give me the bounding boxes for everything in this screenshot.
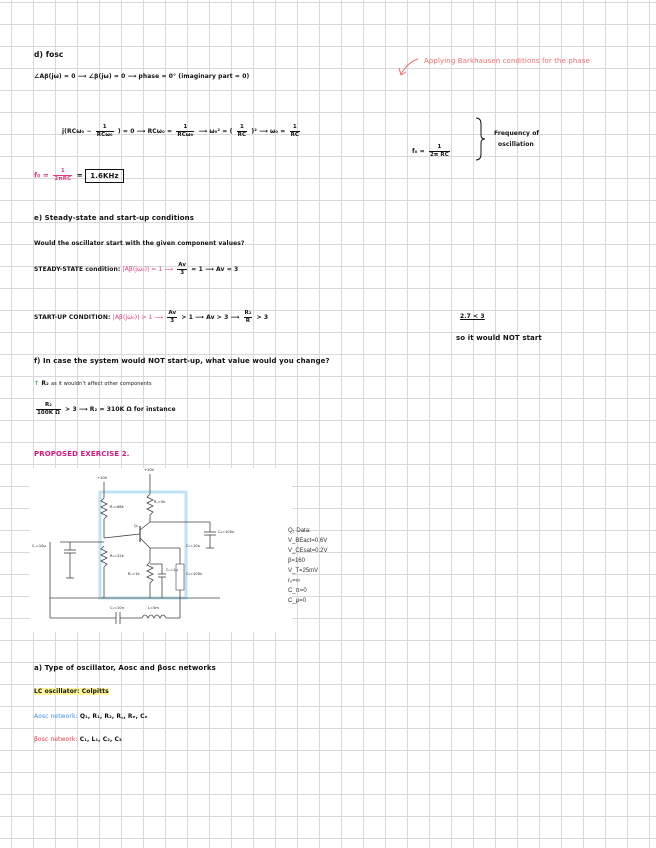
barkhausen-note: Applying Barkhausen conditions for the phase <box>424 57 590 65</box>
omega-derivation: j(RCω₀ − $\frac{1}{\text{RCω₀}}$ ) = 0 ⟶ RCω₀ = $\frac{1}{\text{RCω₀}}$ ⟶ ω₀² = ( $\frac{1}{RC}$ )² ⟶ ω₀ = $\frac{1}{RC}$ <box>62 124 300 138</box>
ce-label: Cₑ=1µ <box>166 568 178 572</box>
section-d-title: d) fosc <box>34 50 64 59</box>
re-label: Rₑ=1k <box>128 572 140 576</box>
b-network: βosc network: C₁, L₁, C₂, C₃ <box>34 736 122 743</box>
cb-label: C꜀=10µ <box>32 544 46 548</box>
section-a-title: a) Type of oscillator, Aosc and βosc networks <box>34 664 216 672</box>
vcc-left-label: +10V <box>97 476 108 480</box>
c4-label: C₄=100n <box>218 530 235 534</box>
exercise-title: PROPOSED EXERCISE 2. <box>34 450 130 458</box>
r2-label: R₂=22k <box>110 554 124 558</box>
vcc-top-label: +10V <box>144 468 155 472</box>
r1-label: R₁=68k <box>110 505 124 509</box>
frequency-label-2: oscillation <box>498 141 534 148</box>
l-label: L=5m <box>148 606 159 610</box>
comparison: 2.7 < 3 <box>460 313 485 320</box>
rc-label: R꜀=5k <box>154 500 166 504</box>
oscillator-type: LC oscillator: Colpitts <box>34 688 109 695</box>
startup-line: START-UP CONDITION: |Aβ(jω₀)| > 1 ⟶ $\frac{Av}{3}$ > 1 ⟶ Av > 3 ⟶ $\frac{\text{R₂}}{R}$ > 3 <box>34 310 269 324</box>
section-f-title: f) In case the system would NOT start-up, what value would you change? <box>34 357 330 365</box>
cin-label: C₁=10n <box>110 606 125 610</box>
q-label: Q₁ <box>134 524 139 528</box>
startup-conclusion: so it would NOT start <box>456 334 542 342</box>
f0-value-box: 1.6KHz <box>85 169 123 183</box>
frequency-label-1: Frequency of <box>494 130 540 137</box>
transistor-data: Q₁ Data: V_BEact=0.6V V_CEsat=0.2V β=160 V_T=25mV rₒ=∞ C_π=0 C_µ=0 <box>288 528 328 604</box>
brace-icon <box>474 116 486 162</box>
section-e-title: e) Steady-state and start-up conditions <box>34 214 194 222</box>
steady-state-line: STEADY-STATE condition: |Aβ(jω₀)| = 1 ⟶ $\frac{Av}{3}$ = 1 ⟶ Av = 3 <box>34 262 239 276</box>
a-network: Aosc network: Q₁, R₁, R₂, R꜀, Rₑ, Cₑ <box>34 713 148 720</box>
section-e-question: Would the oscillator start with the given component values? <box>34 240 245 247</box>
colpitts-circuit <box>30 468 328 632</box>
circuit-diagram <box>30 468 292 632</box>
cout-label: C₂=10n <box>186 544 201 548</box>
f0-formula: f₀ = $\frac{1}{\text{2π RC}}$ <box>412 144 449 158</box>
note-arrow-icon <box>396 56 422 80</box>
change-suggestion: ↑ R₂ as it wouldn't affect other components <box>34 380 152 387</box>
phase-condition: ∠Aβ(jω) = 0 ⟶ ∠β(jω) = 0 ⟶ phase = 0° (imaginary part = 0) <box>34 73 250 80</box>
r2-new-value: $\frac{\text{R₂}}{\text{100K Ω}}$ > 3 ⟶ R₂ = 310K Ω for instance <box>37 402 176 416</box>
c3-label: C₃=100n <box>186 572 203 576</box>
f0-result: f₀ = $\frac{1}{\text{2πRC}}$ = 1.6KHz <box>34 168 124 183</box>
